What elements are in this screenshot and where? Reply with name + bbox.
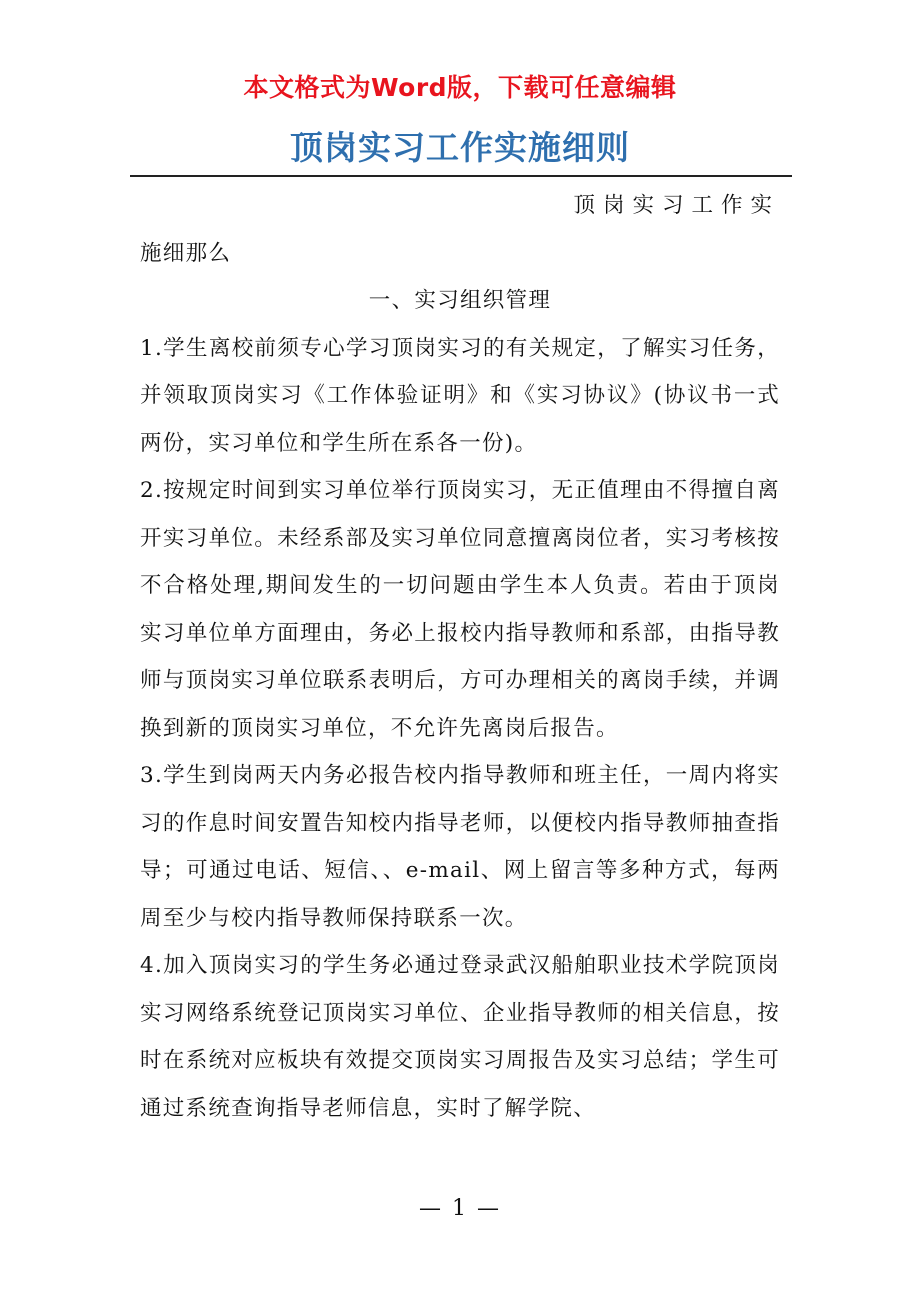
title-divider [130, 175, 792, 177]
paragraph-2: 2.按规定时间到实习单位举行顶岗实习，无正值理由不得擅自离开实习单位。未经系部及实习单位同意擅离岗位者，实习考核按不合格处理,期间发生的一切问题由学生本人负责。若由于顶岗实习单位单方面理由，务必上报校内指导教师和系部，由指导教师与顶岗实习单位联系表明后，方可办理相关的离岗手续，并调换到新的顶岗实习单位，不允许先离岗后报告。 [140, 478, 780, 741]
download-notice: 本文格式为Word版，下载可任意编辑 [243, 73, 677, 102]
paragraph-1: 1.学生离校前须专心学习顶岗实习的有关规定，了解实习任务，并领取顶岗实习《工作体验证明》和《实习协议》(协议书一式两份，实习单位和学生所在系各一份)。 [140, 335, 780, 456]
intro-line: 顶岗实习工作实 [573, 193, 780, 218]
intro-continuation: 施细那么 [140, 240, 232, 266]
section-heading: 一、实习组织管理 [368, 288, 552, 313]
document-body [140, 182, 780, 1132]
paragraph-4: 4.加入顶岗实习的学生务必通过登录武汉船舶职业技术学院顶岗实习网络系统登记顶岗实习单位、企业指导教师的相关信息，按时在系统对应板块有效提交顶岗实习周报告及实习总结；学生可通过系统查询指导老师信息，实时了解学院、 [140, 953, 780, 1121]
document-title: 顶岗实习工作实施细则 [290, 128, 630, 167]
paragraph-3: 3.学生到岗两天内务必报告校内指导教师和班主任，一周内将实习的作息时间安置告知校内指导老师，以便校内指导教师抽查指导；可通过电话、短信、、e-mail、网上留言等多种方式，每两周至少与校内指导教师保持联系一次。 [140, 763, 780, 931]
page-number: — 1 — [419, 1196, 501, 1221]
